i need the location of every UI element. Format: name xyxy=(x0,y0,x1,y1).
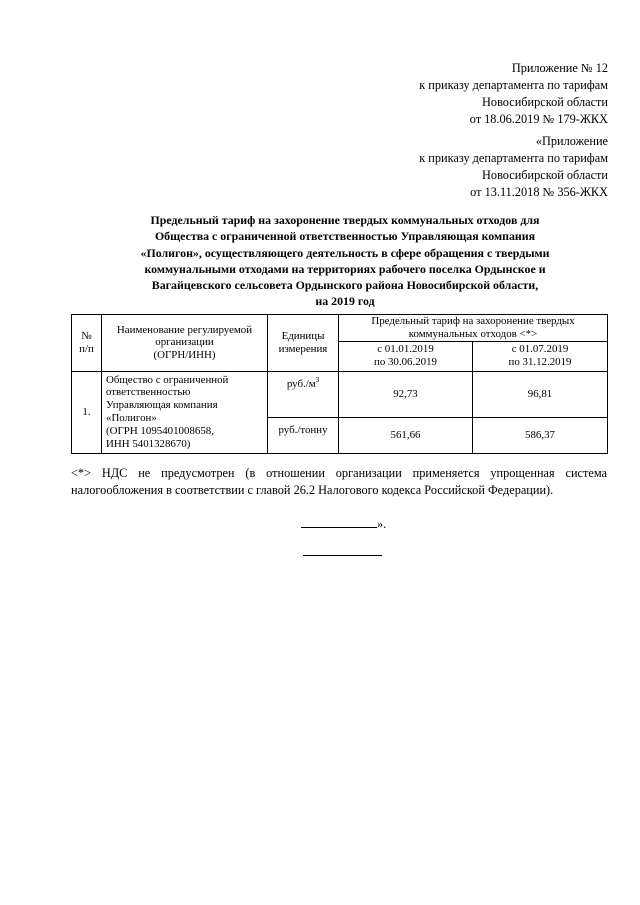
header-period-1: с 01.01.2019 по 30.06.2019 xyxy=(339,341,473,371)
title-line: «Полигон», осуществляющего деятельность в сфере обращения с твердыми xyxy=(140,245,550,260)
appendix-line: к приказу департамента по тарифам xyxy=(419,78,608,92)
closing-blank-line xyxy=(301,515,377,528)
unit-rub-m3: $руб./м^3$ xyxy=(268,371,339,417)
tariff-value: 561,66 xyxy=(339,417,473,453)
bottom-divider xyxy=(303,555,382,556)
document-title xyxy=(108,212,582,310)
title-line: Вагайцевского сельсовета Ордынского района Новосибирской области, xyxy=(151,278,539,293)
tariff-value: 96,81 xyxy=(473,371,608,417)
footnote-line: <*> НДС не предусмотрен (в отношении организации применяется упрощенная система xyxy=(71,466,607,480)
footnote xyxy=(71,465,607,499)
organization-name: Общество с ограниченной ответственностью Управляющая компания «Полигон» (ОГРН 1095401008658, ИНН 5401328670) xyxy=(102,371,268,453)
prior-appendix-line: «Приложение xyxy=(535,134,608,148)
appendix-line: Новосибирской области xyxy=(482,95,608,109)
header-tariff: Предельный тариф на захоронение твердых коммунальных отходов <*> xyxy=(339,315,608,342)
unit-rub-ton: руб./тонну xyxy=(268,417,339,453)
prior-appendix-line: к приказу департамента по тарифам xyxy=(419,151,608,165)
header-unit: Единицы измерения xyxy=(268,315,339,372)
title-line: Общества с ограниченной ответственностью Управляющая компания xyxy=(154,229,536,244)
header-period-2: с 01.07.2019 по 31.12.2019 xyxy=(473,341,608,371)
closing-quote: ». xyxy=(377,517,387,531)
table-header-row xyxy=(72,315,608,342)
appendix-line: от 18.06.2019 № 179-ЖКХ xyxy=(469,112,608,126)
title-line: коммунальными отходами на территориях рабочего поселка Ордынское и xyxy=(144,261,546,276)
header-num: № п/п xyxy=(72,315,102,372)
header-organization: Наименование регулируемой организации (ОГРН/ИНН) xyxy=(102,315,268,372)
closing-mark xyxy=(301,515,386,533)
tariff-value: 586,37 xyxy=(473,417,608,453)
title-line: на 2019 год xyxy=(315,294,375,309)
tariff-value: 92,73 xyxy=(339,371,473,417)
title-line: Предельный тариф на захоронение твердых коммунальных отходов для xyxy=(150,213,540,227)
appendix-line: Приложение № 12 xyxy=(511,61,608,75)
prior-appendix-line: от 13.11.2018 № 356-ЖКХ xyxy=(470,185,608,199)
prior-appendix-header xyxy=(368,133,608,201)
prior-appendix-line: Новосибирской области xyxy=(482,168,608,182)
tariff-table xyxy=(71,314,608,454)
table-row xyxy=(72,371,608,417)
appendix-header xyxy=(368,60,608,128)
row-num: 1. xyxy=(72,371,102,453)
footnote-line: налогообложения в соответствии с главой 26.2 Налогового кодекса Российской Федерации). xyxy=(71,483,554,497)
